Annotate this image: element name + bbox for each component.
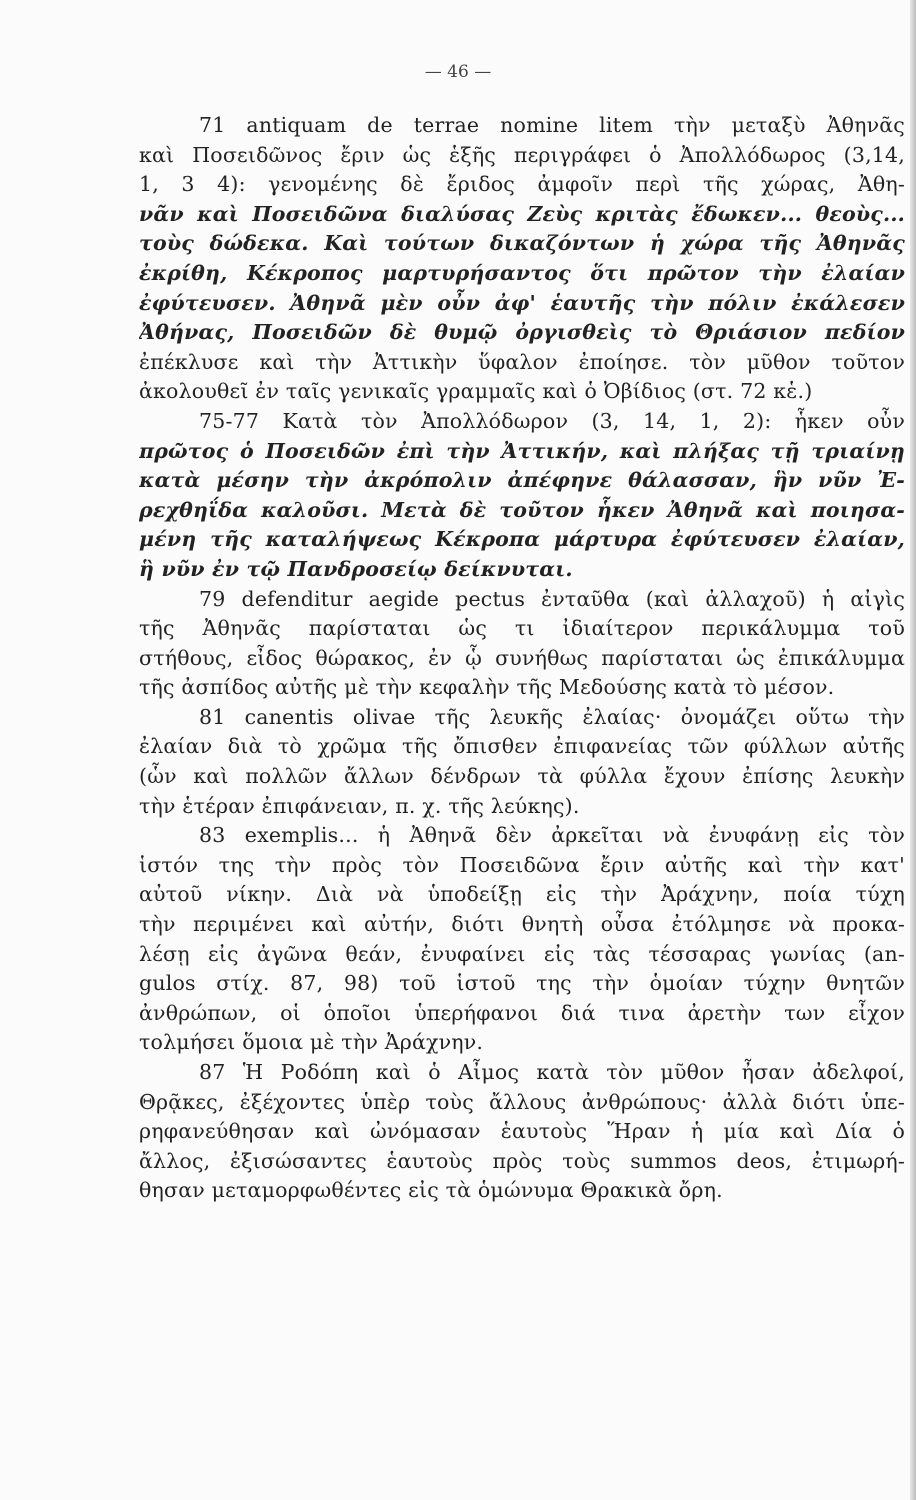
text-line: 81 canentis olivae τῆς λευκῆς ἐλαίας· ὀνομάζει οὕτω τὴν: [199, 704, 905, 729]
text-line: μένη τῆς καταλήψεως Κέκροπα μάρτυρα ἐφύτευσεν ἐλαίαν,: [139, 527, 905, 552]
text-line: 87 Ἡ Ροδόπη καὶ ὁ Αἶμος κατὰ τὸν μῦθον ἦσαν ἀδελφοί,: [199, 1060, 905, 1084]
text-line: κατὰ μέσην τὴν ἀκρόπολιν ἀπέφηνε θάλασσαν, ἣν νῦν Ἐ-: [139, 468, 905, 493]
text-line: gulos στίχ. 87, 98) τοῦ ἱστοῦ της τὴν ὁμοίαν τύχην θνητῶν: [139, 971, 905, 996]
text-line: ἱστόν της τὴν πρὸς τὸν Ποσειδῶνα ἔριν αὐτῆς καὶ τὴν κατ': [139, 852, 905, 877]
text-line: τὴν περιμένει καὶ αὐτήν, διότι θνητὴ οὖσα ἐτόλμησε νὰ προκα-: [139, 912, 905, 937]
text-line: ἐλαίαν διὰ τὸ χρῶμα τῆς ὄπισθεν ἐπιφανείας τῶν φύλλων αὐτῆς: [139, 734, 905, 759]
text-line: θησαν μεταμορφωθέντες εἰς τὰ ὁμώνυμα Θρακικὰ ὄρη.: [139, 1178, 723, 1203]
text-line: Θρᾷκες, ἐξέχοντες ὑπὲρ τοὺς ἄλλους ἀνθρώπους· ἀλλὰ διότι ὑπε-: [139, 1089, 905, 1114]
text-line: Ἀθήνας, Ποσειδῶν δὲ θυμῷ ὀργισθεὶς τὸ Θριάσιον πεδίον: [139, 320, 905, 345]
text-line: 71 antiquam de terrae nomine litem τὴν μεταξὺ Ἀθηνᾶς: [199, 113, 905, 137]
text-line: ἐπέκλυσε καὶ τὴν Ἀττικὴν ὕφαλον ἐποίησε. τὸν μῦθον τοῦτον: [139, 349, 905, 374]
text-line: στήθους, εἶδος θώρακος, ἐν ᾧ συνήθως παρίσταται ὡς ἐπικάλυμμα: [139, 645, 905, 670]
text-line: λέσῃ εἰς ἀγῶνα θεάν, ἐνυφαίνει εἰς τὰς τέσσαρας γωνίας (an-: [139, 941, 905, 966]
text-line: τοὺς δώδεκα. Καὶ τούτων δικαζόντων ἡ χώρα τῆς Ἀθηνᾶς: [139, 231, 905, 256]
text-line: ρηφανεύθησαν καὶ ὠνόμασαν ἑαυτοὺς Ἥραν ἡ μία καὶ Δία ὁ: [139, 1119, 905, 1144]
text-line: ἣ νῦν ἐν τῷ Πανδροσείῳ δείκνυται.: [139, 556, 573, 581]
text-line: αὐτοῦ νίκην. Διὰ νὰ ὑποδείξῃ εἰς τὴν Ἀράχνην, ποία τύχη: [139, 882, 905, 907]
text-line: ἀνθρώπων, οἱ ὁποῖοι ὑπερήφανοι διά τινα ἀρετὴν των εἶχον: [139, 1000, 905, 1025]
text-line: τῆς Ἀθηνᾶς παρίσταται ὡς τι ἰδιαίτερον περικάλυμμα τοῦ: [139, 616, 905, 641]
text-line: τολμήσει ὅμοια μὲ τὴν Ἀράχνην.: [139, 1030, 484, 1055]
page-edge-shadow: [910, 0, 916, 1500]
text-line: τὴν ἑτέραν ἐπιφάνειαν, π. χ. τῆς λεύκης).: [139, 793, 580, 818]
text-line: ἀκολουθεῖ ἐν ταῖς γενικαῖς γραμμαῖς καὶ ὁ Ὀβίδιος (στ. 72 κἑ.): [139, 379, 813, 404]
text-line: ἐκρίθη, Κέκροπος μαρτυρήσαντος ὅτι πρῶτον τὴν ἐλαίαν: [139, 260, 905, 285]
page-number: — 46 —: [424, 62, 492, 82]
text-line: ἐφύτευσεν. Ἀθηνᾶ μὲν οὖν ἀφ' ἑαυτῆς τὴν πόλιν ἐκάλεσεν: [139, 290, 905, 315]
text-line: καὶ Ποσειδῶνος ἔριν ὡς ἑξῆς περιγράφει ὁ Ἀπολλόδωρος (3,14,: [139, 142, 905, 167]
text-line: 75-77 Κατὰ τὸν Ἀπολλόδωρον (3, 14, 1, 2): ἧκεν οὖν: [199, 408, 905, 433]
text-line: ἄλλος, ἐξισώσαντες ἑαυτοὺς πρὸς τοὺς summos deos, ἐτιμωρή-: [139, 1148, 905, 1173]
text-line: 83 exemplis... ἡ Ἀθηνᾶ δὲν ἀρκεῖται νὰ ἐνυφάνῃ εἰς τὸν: [199, 823, 905, 848]
text-line: πρῶτος ὁ Ποσειδῶν ἐπὶ τὴν Ἀττικήν, καὶ πλήξας τῇ τριαίνῃ: [139, 438, 905, 463]
text-line: νᾶν καὶ Ποσειδῶνα διαλύσας Ζεὺς κριτὰς ἔδωκεν... θεοὺς...: [139, 201, 905, 226]
text-line: ρεχθηΐδα καλοῦσι. Μετὰ δὲ τοῦτον ἧκεν Ἀθηνᾶ καὶ ποιησα-: [139, 497, 905, 522]
text-line: τῆς ἀσπίδος αὐτῆς μὲ τὴν κεφαλὴν τῆς Μεδούσης κατὰ τὸ μέσον.: [139, 675, 835, 700]
text-line: 79 defenditur aegide pectus ἐνταῦθα (καὶ ἀλλαχοῦ) ἡ αἰγὶς: [199, 586, 905, 611]
text-line: 1, 3 4): γενομένης δὲ ἔριδος ἀμφοῖν περὶ τῆς χώρας, Ἀθη-: [139, 172, 905, 197]
text-line: (ὧν καὶ πολλῶν ἄλλων δένδρων τὰ φύλλα ἔχουν ἐπίσης λευκὴν: [139, 764, 905, 789]
commentary-text: [139, 111, 905, 1206]
